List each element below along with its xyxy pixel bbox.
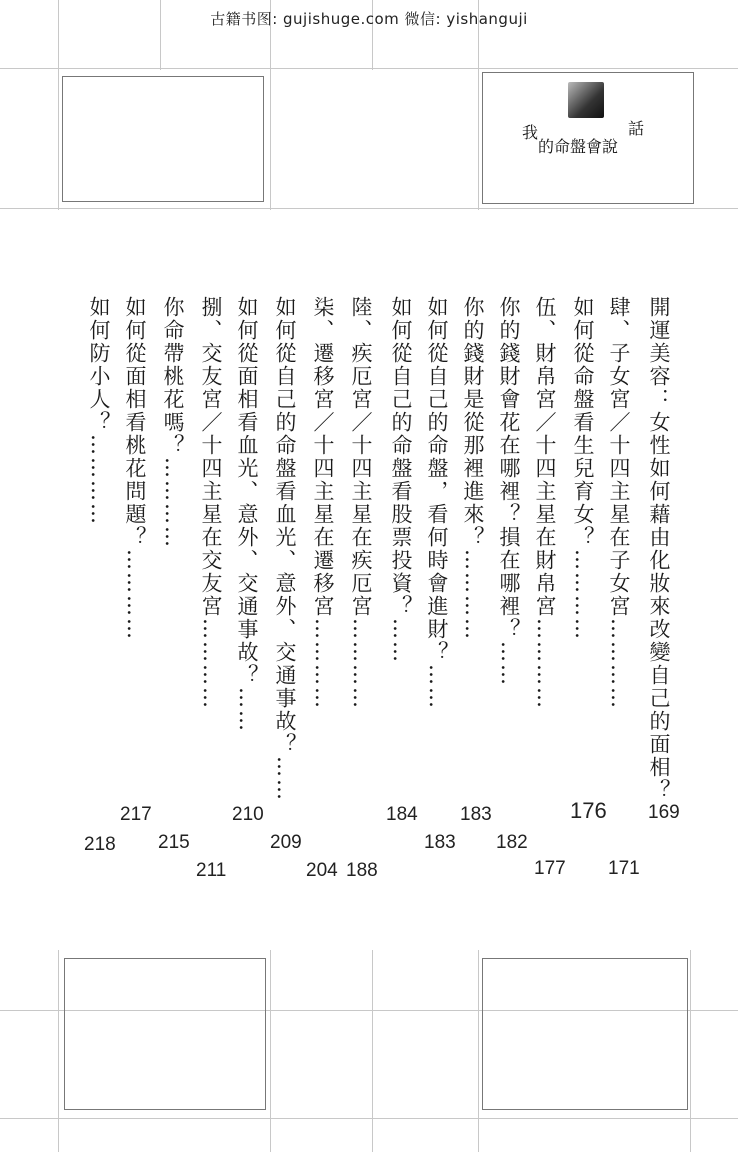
toc-entry-title: 如何從自己的命盤，看何時會進財？…… [425, 296, 449, 710]
grid-line [58, 0, 59, 210]
toc-page-number: 211 [196, 860, 227, 881]
toc-page-number: 184 [386, 804, 418, 825]
bottom-left-frame [64, 958, 266, 1110]
grid-line [478, 950, 479, 1152]
toc-page-number: 218 [84, 834, 116, 855]
toc-entry[interactable] [234, 296, 260, 733]
book-logo [516, 82, 656, 162]
toc-page-number: 209 [270, 832, 302, 853]
toc-entry[interactable] [272, 296, 298, 802]
toc-entry[interactable] [388, 296, 414, 664]
toc-entry[interactable] [348, 296, 374, 710]
watermark: 古籍书图: gujishuge.com 微信: yishanguji [210, 10, 528, 28]
toc-entry-title: 柒、遷移宮／十四主星在遷移宮………… [311, 296, 335, 710]
toc-entry-title: 如何防小人？………… [87, 296, 111, 526]
toc-page-number: 171 [608, 858, 640, 879]
toc-entry[interactable] [496, 296, 522, 687]
grid-line [0, 1118, 738, 1119]
grid-line [372, 950, 373, 1152]
toc-page-number: 215 [158, 832, 190, 853]
grid-line [58, 950, 59, 1152]
toc-entry-title: 陸、疾厄宮／十四主星在疾厄宮………… [349, 296, 373, 710]
grid-line [690, 950, 691, 1152]
grid-line [0, 68, 738, 69]
toc-page-number: 169 [648, 802, 680, 823]
toc-page-number: 177 [534, 858, 566, 879]
logo-text-3: 話 [628, 119, 645, 138]
grid-line [0, 208, 738, 209]
toc-page-number: 183 [460, 804, 492, 825]
toc-entry-title: 如何從面相看血光、意外、交通事故？…… [235, 296, 259, 733]
grid-line [270, 950, 271, 1152]
cube-icon [568, 82, 604, 118]
toc-page-number: 176 [570, 798, 607, 823]
grid-line [270, 0, 271, 210]
toc-entry[interactable] [86, 296, 112, 526]
logo-text-2: 的命盤會說 [538, 137, 619, 156]
toc-entry[interactable] [198, 296, 224, 710]
toc-entry[interactable] [122, 296, 148, 641]
toc-page-number: 217 [120, 804, 152, 825]
toc-entry-title: 你的錢財是從那裡進來？………… [461, 296, 485, 641]
toc-entry-title: 你命帶桃花嗎？………… [161, 296, 185, 549]
toc-entry[interactable] [646, 296, 672, 802]
toc-entry-title: 伍、財帛宮／十四主星在財帛宮………… [533, 296, 557, 710]
toc-entry[interactable] [160, 296, 186, 549]
bottom-right-frame [482, 958, 688, 1110]
toc-entry-title: 開運美容：女性如何藉由化妝來改變自己的面相？ [647, 296, 671, 802]
toc-entry[interactable] [460, 296, 486, 641]
toc-entry-title: 如何從面相看桃花問題？………… [123, 296, 147, 641]
toc-entry[interactable] [310, 296, 336, 710]
top-left-frame [62, 76, 264, 202]
toc-entry[interactable] [606, 296, 632, 710]
grid-line [478, 0, 479, 210]
toc-entry-title: 肆、子女宮／十四主星在子女宮………… [607, 296, 631, 710]
toc-entry-title: 如何從自己的命盤看血光、意外、交通事故？…… [273, 296, 297, 802]
toc-entry-title: 如何從自己的命盤看股票投資？…… [389, 296, 413, 664]
toc-page-number: 210 [232, 804, 264, 825]
logo-text-1: 我 [522, 123, 539, 142]
toc-entry-title: 如何從命盤看生兒育女？………… [571, 296, 595, 641]
toc-page-number: 188 [346, 860, 378, 881]
toc-page-number: 183 [424, 832, 456, 853]
toc-entry-title: 你的錢財會花在哪裡？損在哪裡？…… [497, 296, 521, 687]
toc-entry[interactable] [424, 296, 450, 710]
toc-entry[interactable] [532, 296, 558, 710]
toc-entry[interactable] [570, 296, 596, 641]
toc-page-number: 204 [306, 860, 338, 881]
toc-entry-title: 捌、交友宮／十四主星在交友宮………… [199, 296, 223, 710]
toc-page-number: 182 [496, 832, 528, 853]
